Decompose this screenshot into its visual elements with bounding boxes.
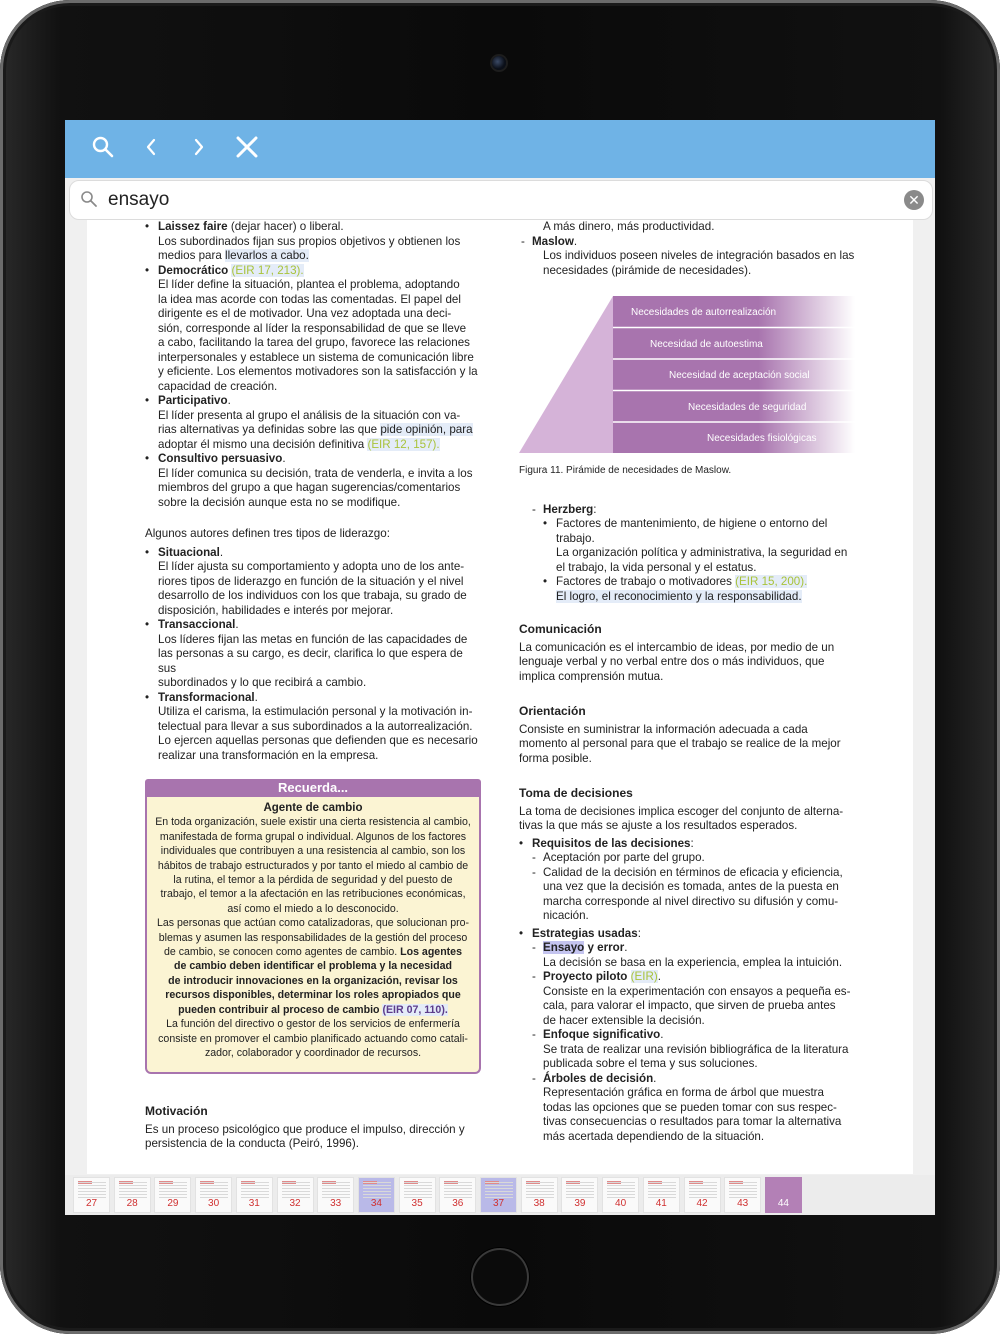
list-item: - Ensayo y error. <box>530 941 855 956</box>
paragraph <box>145 633 481 691</box>
text-line: Los subordinados fijan sus propios objetivos y obtienen los <box>158 234 461 248</box>
close-icon[interactable] <box>231 134 263 166</box>
text-line: capacidad de creación. <box>158 379 278 393</box>
list-item: - Maslow. <box>519 235 855 250</box>
text-line: la idea mas acorde con todas las comentadas. El papel del <box>158 292 461 306</box>
page-thumbnail[interactable] <box>73 1177 110 1213</box>
left-column <box>145 220 481 1152</box>
section-heading: Orientación <box>519 704 586 718</box>
text-line: implica comprensión mutua. <box>519 669 664 683</box>
item-title: Laissez faire <box>158 220 228 233</box>
paragraph <box>145 278 481 394</box>
text-line: la rutina, el temor a la pérdida de seguridad y del puesto de <box>173 874 453 887</box>
text-line <box>153 1003 473 1017</box>
thumbnail-page-number: 27 <box>85 1198 98 1209</box>
thumbnail-page-number: 28 <box>126 1198 138 1209</box>
thumbnail-preview <box>444 1182 472 1198</box>
text-line: El líder comunica su decisión, trata de venderla, e invita a los <box>158 466 473 480</box>
thumbnail-preview <box>404 1182 432 1198</box>
thumbnail-preview <box>200 1182 228 1198</box>
thumbnail-preview <box>526 1182 554 1198</box>
list-item: - Enfoque significativo. <box>530 1028 855 1043</box>
text-span: rias alternativas ya definidas sobre las que <box>158 423 381 436</box>
thumbnail-page-number: 43 <box>737 1198 749 1209</box>
highlight-span: El logro, el reconocimiento y la responsabilidad. <box>556 589 802 603</box>
text-line: Las personas que actúan como catalizadoras, que solucionan pro- <box>156 917 470 930</box>
page-thumbnail-strip <box>65 1175 935 1215</box>
thumbnail-preview <box>648 1182 676 1198</box>
thumbnail-preview <box>159 1182 187 1198</box>
text-line: así como el miedo a lo desconocido. <box>227 902 399 915</box>
text-line: lenguaje verbal y no verbal entre dos o más individuos, que <box>519 655 825 668</box>
text-line: A más dinero, más productividad. <box>543 220 715 233</box>
thumbnail-page-number: 35 <box>411 1198 423 1209</box>
text-line: a cabo, facilitando la tarea del grupo, favorece las relaciones <box>158 336 470 349</box>
page-thumbnail[interactable] <box>521 1177 558 1213</box>
text-line: El líder define la situación, plantea el problema, adoptando <box>158 278 460 291</box>
item-title: y error <box>584 941 625 954</box>
text-line <box>158 423 481 438</box>
figure-caption: Figura 11. Pirámide de necesidades de Maslow. <box>519 465 732 476</box>
list-item: - Árboles de decisión. <box>530 1072 855 1087</box>
page-thumbnail[interactable] <box>195 1177 232 1213</box>
thumbnail-page-number: 42 <box>696 1198 708 1209</box>
text-line: cala, para valorar el impacto, que sirven de prueba antes <box>543 999 836 1012</box>
text-line: individuales que contribuyen a una resistencia al cambio, son los <box>160 845 466 858</box>
text-span: Factores de trabajo o motivadores <box>556 575 736 588</box>
text-line: Los individuos poseen niveles de integración basados en las <box>543 249 855 262</box>
text-line: necesidades (pirámide de necesidades). <box>543 263 752 277</box>
page-thumbnail[interactable] <box>561 1177 598 1213</box>
paragraph <box>519 532 855 576</box>
item-title: Estrategias usadas <box>532 926 638 940</box>
thumbnail-preview <box>607 1182 635 1198</box>
page-thumbnail[interactable] <box>236 1177 273 1213</box>
list-item: • Estrategias usadas: <box>519 927 855 942</box>
text-line: consiste en promover el cambio planificado actuando como catali- <box>158 1032 468 1045</box>
paragraph <box>519 1086 855 1144</box>
list-item: • Participativo. <box>145 394 481 409</box>
text-line: blemas y asumen las responsabilidades de la gestión del proceso <box>158 931 468 944</box>
text-line: recursos disponibles, determinar los roles apropiados que <box>165 989 461 1002</box>
thumbnail-page-number: 44 <box>777 1198 789 1209</box>
thumbnail-preview <box>241 1182 269 1198</box>
list-item <box>543 517 855 532</box>
paragraph <box>145 467 481 511</box>
text-line: La organización política y administrativa, la seguridad en <box>556 546 848 559</box>
thumbnail-preview <box>78 1182 106 1198</box>
text-line: La comunicación es el intercambio de ideas, por medio de un <box>519 640 835 654</box>
text-line: nicación. <box>543 909 589 922</box>
text-line: y eficiente. Los elementos motivadores son la satisfacción y la <box>158 365 478 378</box>
text-line: En toda organización, suele existir una cierta resistencia al cambio, <box>155 816 471 829</box>
paragraph <box>519 805 855 834</box>
recuerda-box <box>145 797 481 1074</box>
item-title: Proyecto piloto <box>543 970 628 983</box>
page-thumbnail[interactable] <box>602 1177 639 1213</box>
list-item <box>145 264 481 279</box>
chevron-right-icon[interactable] <box>183 134 215 166</box>
pyramid-level: Necesidades de autorrealización <box>631 307 777 318</box>
text-line: forma posible. <box>519 751 592 765</box>
text-line: El líder presenta al grupo el análisis de la situación con va- <box>158 408 461 422</box>
box-heading: Agente de cambio <box>263 802 363 814</box>
text-line: marcha corresponde al nivel directivo su difusión y comu- <box>543 894 839 908</box>
text-line: de cambio deben identificar el problema y la necesidad <box>174 960 452 973</box>
highlight-span: llevarlos a cabo. <box>225 249 309 262</box>
page-thumbnail[interactable] <box>765 1177 802 1213</box>
page-thumbnail[interactable] <box>724 1177 761 1213</box>
text-line: desarrollo de los individuos con los que trabaja, su grado de <box>158 589 467 602</box>
camera-icon <box>492 56 506 70</box>
page-thumbnail[interactable] <box>317 1177 354 1213</box>
text-line: sobre la decisión aunque esta no se modifique. <box>158 495 401 509</box>
item-title: Consultivo persuasivo <box>158 452 283 465</box>
home-button[interactable] <box>471 1248 529 1306</box>
text-line: Los líderes fijan las metas en función de las capacidades de <box>158 632 468 646</box>
paragraph <box>519 985 855 1029</box>
thumbnail-page-number: 37 <box>492 1198 505 1209</box>
item-title: Transformacional <box>158 690 255 704</box>
eir-reference[interactable]: (EIR 12, 157). <box>367 437 440 451</box>
thumbnail-preview <box>729 1182 757 1198</box>
eir-reference[interactable]: (EIR 17, 213). <box>231 263 304 277</box>
maslow-pyramid <box>519 296 855 458</box>
thumbnail-page-number: 29 <box>167 1198 179 1209</box>
item-title: Transaccional <box>158 618 236 631</box>
search-icon <box>80 190 98 213</box>
list-item <box>543 575 855 590</box>
thumbnail-page-number: 40 <box>615 1198 627 1209</box>
text-line: El líder ajusta su comportamiento y adopta uno de los ante- <box>158 560 465 573</box>
text-line: Utiliza el carisma, la estimulación personal y la motivación in- <box>158 705 473 718</box>
paragraph <box>145 705 481 763</box>
text-span: medios para <box>158 249 226 262</box>
page-thumbnail[interactable] <box>154 1177 191 1213</box>
text-line: dirigente es el de motivador. Una vez adoptada una deci- <box>158 307 452 320</box>
list-item: • Consultivo persuasivo. <box>145 452 481 467</box>
text-line: de introducir innovaciones en la organización, revisar los <box>168 974 458 987</box>
page-thumbnail[interactable] <box>643 1177 680 1213</box>
list-item: • Transaccional. <box>145 618 481 633</box>
page-thumbnail[interactable] <box>399 1177 436 1213</box>
pyramid-level: Necesidades fisiológicas <box>707 433 817 444</box>
text-line: Consiste en suministrar la información adecuada a cada <box>519 722 808 736</box>
item-title: Herzberg <box>543 502 594 516</box>
item-title: Maslow <box>532 234 574 248</box>
list-item <box>145 220 481 235</box>
text-line: el trabajo, la vida personal y el estatus. <box>556 560 757 574</box>
item-title: Árboles de decisión <box>543 1071 654 1085</box>
clear-icon[interactable]: ✕ <box>904 190 924 210</box>
pyramid-level: Necesidad de aceptación social <box>669 370 810 381</box>
text-line: momento al personal para que el trabajo se realice de la mejor <box>519 737 841 750</box>
text-line: sión, corresponde al líder la responsabilidad de que se lleve <box>158 321 467 335</box>
page-thumbnail[interactable] <box>114 1177 151 1213</box>
text-line: más acertada dependiendo de la situación. <box>543 1129 765 1143</box>
thumbnail-preview <box>689 1182 717 1198</box>
text-line: tivas la que más se ajuste a los resultados esperados. <box>519 819 798 832</box>
bold-span: pueden contribuir al proceso de cambio <box>178 1003 383 1016</box>
text-line: realizar una transformación en la empresa. <box>158 748 379 762</box>
paragraph <box>519 641 855 685</box>
thumbnail-page-number: 39 <box>574 1198 586 1209</box>
text-line: disposición, habilidades e interés por mejorar. <box>158 603 394 617</box>
thumbnail-preview <box>566 1182 594 1198</box>
text-line: subordinados y lo que recibirá a cambio. <box>158 676 367 689</box>
thumbnail-page-number: 32 <box>289 1198 301 1209</box>
recuerda-header: Recuerda... <box>145 779 481 797</box>
text-line: trabajo, el temor a la afectación en las retribuciones económicas, <box>160 888 466 901</box>
section-heading: Comunicación <box>519 622 602 636</box>
text-line: miembros del grupo a que hagan sugerencias/comentarios <box>158 481 461 494</box>
paragraph <box>519 590 855 605</box>
search-bar <box>69 180 933 220</box>
search-match[interactable]: Ensayo <box>543 941 585 954</box>
eir-reference[interactable]: (EIR 15, 200). <box>735 575 808 588</box>
thumbnail-preview <box>119 1182 147 1198</box>
thumbnail-page-number: 33 <box>330 1198 342 1209</box>
thumbnail-preview <box>485 1182 513 1198</box>
text-line: - Calidad de la decisión en términos de eficacia y eficiencia, <box>543 865 843 879</box>
thumbnail-preview <box>363 1182 391 1198</box>
item-title: Democrático <box>158 263 229 277</box>
text-line: tivas consecuencias o resultados para tomar la alternativa <box>543 1115 842 1128</box>
thumbnail-page-number: 41 <box>655 1198 667 1209</box>
highlight-span: pide opinión, para <box>380 423 473 436</box>
search-toolbar <box>65 120 935 178</box>
section-heading: Motivación <box>145 1104 208 1119</box>
text-line: interpersonales y establece un sistema de comunicación libre <box>158 350 474 364</box>
bold-span: Los agentes <box>400 946 462 959</box>
text-line: Consiste en la experimentación con ensayos a pequeña es- <box>543 984 851 998</box>
thumbnail-page-number: 38 <box>533 1198 545 1209</box>
paragraph <box>145 1123 481 1152</box>
text-line <box>158 438 481 453</box>
text-line: Se trata de realizar una revisión bibliográfica de la literatura <box>543 1042 849 1056</box>
paragraph <box>519 723 855 767</box>
text-line: Es un proceso psicológico que produce el impulso, dirección y <box>145 1122 465 1136</box>
text-line: manifestada de forma grupal o individual. Algunos de los factores <box>159 830 467 843</box>
document-page <box>87 220 913 1174</box>
text-line: zador, colaborador y coordinador de recursos. <box>204 1046 422 1059</box>
list-item: - Herzberg: <box>530 503 855 518</box>
text-span: de cambio, se conocen como agentes de cambio. <box>164 946 401 959</box>
thumbnail-page-number: 34 <box>370 1198 382 1209</box>
text-line: riores tipos de liderazgo en función de la situación y el nivel <box>158 574 464 588</box>
item-title: Requisitos de las decisiones <box>532 836 691 850</box>
paragraph <box>145 235 481 264</box>
list-item: - Proyecto piloto (EIR). <box>530 970 855 985</box>
reader-screen <box>65 120 935 1215</box>
page-thumbnail[interactable] <box>358 1177 395 1213</box>
search-input[interactable] <box>106 185 890 215</box>
search-icon[interactable] <box>87 134 119 166</box>
thumbnail-preview <box>322 1182 350 1198</box>
eir-reference[interactable]: (EIR) <box>630 970 658 983</box>
list-item: • Transformacional. <box>145 691 481 706</box>
list-item: • Situacional. <box>145 546 481 561</box>
page-thumbnail[interactable] <box>277 1177 314 1213</box>
list-item <box>530 866 855 924</box>
list-item: • Requisitos de las decisiones: <box>519 837 855 852</box>
text-line: La toma de decisiones implica escoger del conjunto de alterna- <box>519 804 844 818</box>
text-line: telectual para llevar a sus subordinados a la autorrealización. <box>158 719 473 733</box>
text-line <box>158 249 481 264</box>
item-title: Enfoque significativo <box>543 1028 661 1041</box>
paragraph <box>519 249 855 278</box>
text-line: de hacer extensible la decisión. <box>543 1013 705 1027</box>
text-line: Factores de mantenimiento, de higiene o entorno del <box>556 517 828 530</box>
text-line: una vez que la decisión es tomada, antes de la puesta en <box>543 880 839 893</box>
text-line: publicada sobre el tema y sus soluciones. <box>543 1057 758 1070</box>
thumbnail-preview <box>282 1182 310 1198</box>
intro-text: Algunos autores definen tres tipos de liderazgo: <box>145 527 390 540</box>
text-line: las personas a su cargo, es decir, clarifica lo que espera de sus <box>158 647 463 675</box>
text-line: Representación gráfica en forma de árbol que muestra <box>543 1086 824 1099</box>
text-line: La función del directivo o gestor de los servicios de enfermería <box>166 1018 460 1031</box>
text-line: hábitos de trabajo estructurados y por tanto el miedo al cambio de <box>157 859 469 872</box>
section-heading: Toma de decisiones <box>519 786 633 800</box>
pyramid-level: Necesidad de autoestima <box>650 339 763 350</box>
item-text: (dejar hacer) o liberal. <box>227 220 344 233</box>
text-line: todas las opciones que se pueden tomar con sus respec- <box>543 1100 837 1114</box>
item-title: Situacional <box>158 545 220 559</box>
thumbnail-page-number: 36 <box>452 1198 464 1209</box>
page-thumbnail[interactable] <box>480 1177 517 1213</box>
pyramid-level: Necesidades de seguridad <box>688 402 807 413</box>
text-line: trabajo. <box>556 531 595 545</box>
page-thumbnail[interactable] <box>439 1177 476 1213</box>
text-line: persistencia de la conducta (Peiró, 1996). <box>145 1137 359 1151</box>
paragraph <box>145 560 481 618</box>
item-title: Participativo <box>158 394 228 407</box>
paragraph <box>145 409 481 453</box>
text-line: Lo ejercen aquellas personas que defienden que es necesario <box>158 734 478 747</box>
chevron-left-icon[interactable] <box>135 134 167 166</box>
page-thumbnail[interactable] <box>684 1177 721 1213</box>
eir-reference[interactable]: (EIR 07, 110). <box>382 1003 448 1016</box>
text-span: adoptar él mismo una decisión definitiva <box>158 437 368 451</box>
list-item: - Aceptación por parte del grupo. <box>530 851 855 866</box>
text-line: La decisión se basa en la experiencia, emplea la intuición. <box>543 955 843 969</box>
right-column <box>519 220 855 1144</box>
thumbnail-page-number: 31 <box>248 1198 260 1209</box>
text-line <box>153 945 473 959</box>
paragraph <box>519 1043 855 1072</box>
thumbnail-page-number: 30 <box>208 1198 220 1209</box>
